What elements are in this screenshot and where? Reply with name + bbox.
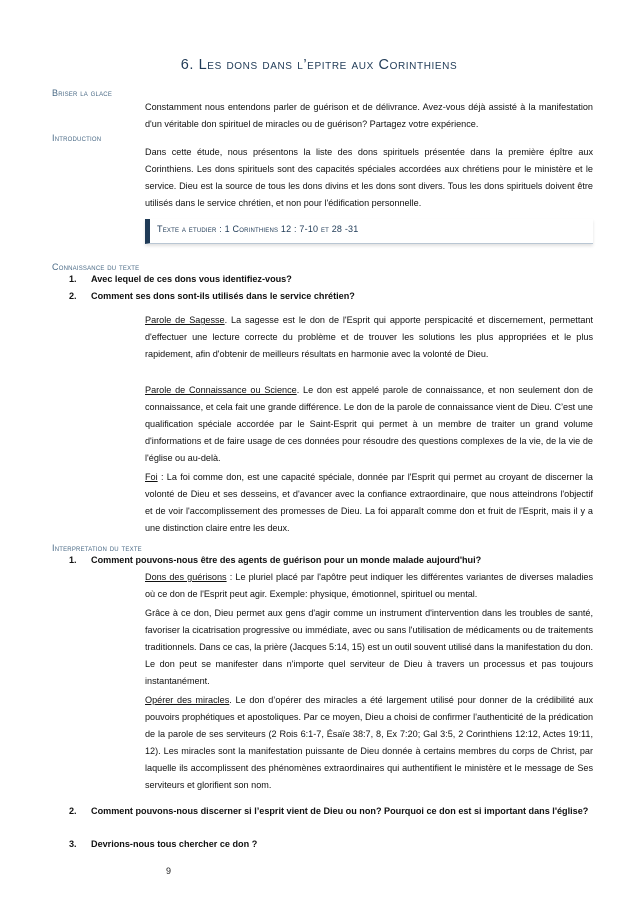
paragraph-parole-sagesse (145, 312, 593, 363)
question-connaissance-1 (69, 271, 589, 288)
term-dons-guerisons: Dons des guérisons (145, 572, 227, 582)
question-text: Devrions-nous tous chercher ce don ? (91, 839, 258, 849)
term-parole-sagesse: Parole de Sagesse (145, 315, 225, 325)
question-text: Comment ses dons sont-ils utilisés dans le service chrétien? (91, 291, 355, 301)
question-connaissance-2 (69, 288, 589, 305)
paragraph-parole-connaissance (145, 382, 593, 467)
term-parole-connaissance: Parole de Connaissance ou Science (145, 385, 297, 395)
paragraph-introduction: Dans cette étude, nous présentons la liste des dons spirituels présentée dans la première épître aux Corinthiens. Les dons spirituels sont des capacités spéciales accordées aux chrétiens pour le ministère et le service. Dieu est la source de tous les dons divins et les dons sont divers. Tous les dons spirituels doivent être utilisés dans le service chrétien, et non pour l'édification personnelle. (145, 147, 593, 208)
question-text: Avec lequel de ces dons vous identifiez-vous? (91, 274, 292, 284)
question-text: Comment pouvons-nous discerner si l’esprit vient de Dieu ou non? Pourquoi ce don est si important dans l'église? (91, 806, 589, 816)
question-number: 1. (69, 555, 77, 565)
section-heading-briser: Briser la glace (52, 88, 113, 98)
definition-text: Grâce à ce don, Dieu permet aux gens d'agir comme un instrument d'intervention dans les troubles de santé, favoriser la cicatrisation progressive ou immédiate, avec ou sans l'utilisation de médicaments ou de traitements traditionnels. Dans ce cas, la prière (Jacques 5:14, 15) est un outil souvent utilisé dans la manifestation du don. Le don peut se manifester dans n'importe quel serviteur de Dieu à travers un processus et pas toujours instantanément. (145, 608, 593, 686)
term-operer-miracles: Opérer des miracles (145, 695, 230, 705)
section-heading-interpretation: Interpretation du texte (52, 543, 142, 553)
paragraph-operer-miracles (145, 692, 593, 794)
question-interpretation-2 (69, 803, 589, 820)
question-number: 2. (69, 806, 77, 816)
page-title: 6. Les dons dans l’epitre aux Corinthiens (180, 57, 458, 73)
definition-text: : Le pluriel placé par l'apôtre peut indiquer les différentes variantes de diverses maladies où ce don de l'Esprit peut agir. Exemple: physique, émotionnel, spirituel ou mental. (145, 572, 594, 599)
definition-text: . Le don est appelé parole de connaissance, et non seulement don de connaissance, et cela fait une grande différence. Le don de la parole de connaissance vient de Dieu. C’est une qualification spéciale accordée par le Saint-Esprit qui permet à un membre de traiter un grand volume d'informations et de faire usage de ces données pour résoudre des questions complexes de la vie, de la vie de l'église ou au-delà. (145, 385, 594, 463)
definition-text: . La sagesse est le don de l'Esprit qui apporte perspicacité et discernement, permettant d'effectuer une lecture correcte du problème et de trouver les solutions les plus appropriées et le plus rapidement, afin d'obtenir de meilleurs résultats en harmonie avec la volonté de Dieu. (145, 315, 593, 359)
section-heading-introduction: Introduction (52, 133, 102, 143)
question-number: 3. (69, 839, 77, 849)
question-interpretation-1 (69, 552, 589, 569)
texte-a-etudier-box (145, 219, 593, 244)
term-foi: Foi (145, 472, 158, 482)
paragraph-dons-guerisons (145, 569, 593, 603)
question-interpretation-3 (69, 836, 589, 853)
texte-a-etudier-label: Texte a etudier : 1 Corinthiens 12 : 7-10 et 28 -31 (157, 224, 359, 234)
question-text: Comment pouvons-nous être des agents de guérison pour un monde malade aujourd'hui? (91, 555, 482, 565)
paragraph-briser: Constamment nous entendons parler de guérison et de délivrance. Avez-vous déjà assisté à la manifestation d'un véritable don spirituel de miracles ou de guérison? Partagez votre expérience. (145, 102, 593, 129)
paragraph-grace-don (145, 605, 593, 690)
definition-text: : La foi comme don, est une capacité spéciale, donnée par l'Esprit qui permet au croyant de discerner la volonté de Dieu et ses desseins, et d'avancer avec la confiance extraordinaire, que nous atteindrons l'objectif et de voir l'accomplissement des promesses de Dieu. La foi apparaît comme don et fruit de l'Esprit, mais il y a une distinction claire entre les deux. (145, 472, 593, 533)
section-heading-connaissance: Connaissance du texte (52, 262, 140, 272)
definition-text: . Le don d’opérer des miracles a été largement utilisé pour donner de la crédibilité aux pouvoirs prophétiques et apostoliques. Par ce moyen, Dieu a choisi de confirmer l'authenticité de la prédication de la parole de ses serviteurs (2 Rois 6:1-7, Ésaïe 38:7, 8, Ex 7:20; Gal 3:5, 2 Corinthiens 12:12, Actes 19:11, 12). Les miracles sont la manifestation puissante de Dieu donnée à certains membres du corps de Christ, par laquelle ils accomplissent des phénomènes extraordinaires qui authentifient le ministère et le message de Ses serviteurs et glorifient son nom. (145, 695, 593, 790)
paragraph-foi (145, 469, 593, 537)
question-number: 1. (69, 274, 77, 284)
page-number: 9 (166, 866, 172, 876)
question-number: 2. (69, 291, 77, 301)
